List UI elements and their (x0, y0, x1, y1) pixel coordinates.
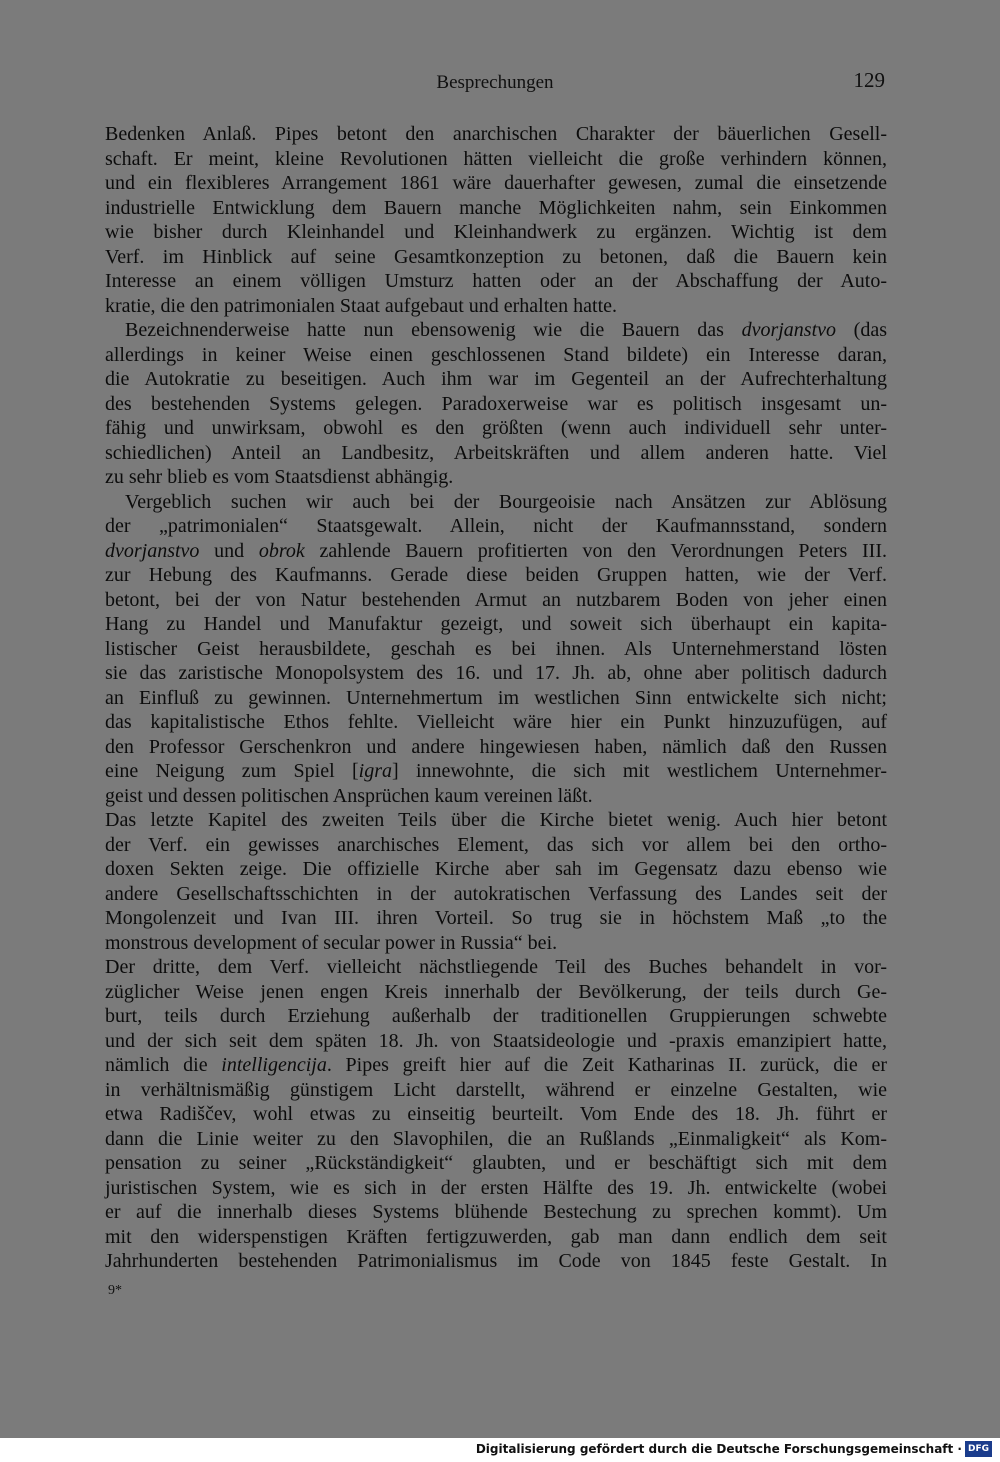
text-line: in verhältnismäßig günstigem Licht darstellt, während er einzelne Gestalten, wie (105, 1078, 887, 1101)
text-line: wie bisher durch Kleinhandel und Kleinhandwerk zu ergänzen. Wichtig ist dem (105, 221, 887, 243)
text-line: fähig und unwirksam, obwohl es den größten (wenn auch individuell sehr unter- (105, 417, 887, 439)
text-line: Hang zu Handel und Manufaktur gezeigt, und soweit sich überhaupt ein kapita- (105, 613, 887, 635)
text-line: dvorjanstvo und obrok zahlende Bauern profitierten von den Verordnungen Peters III. (105, 539, 887, 562)
text-line: Mongolenzeit und Ivan III. ihren Vorteil. So trug sie in höchstem Maß „to the (105, 907, 887, 929)
text-line: mit den widerspenstigen Kräften fertigzuwerden, gab man dann endlich dem seit (105, 1225, 887, 1248)
italic-term: igra (358, 760, 392, 782)
text-line: den Professor Gerschenkron und andere hingewiesen haben, nämlich daß den Russen (105, 735, 887, 758)
footer-bar (0, 1438, 1000, 1462)
text-line: eine Neigung zum Spiel [igra] innewohnte, die sich mit westlichem Unternehmer- (105, 760, 887, 782)
italic-term: dvorjanstvo (741, 319, 837, 341)
text-line: schaft. Er meint, kleine Revolutionen hätten vielleicht die große verhindern können, (105, 147, 887, 170)
text-line: betont, bei der von Natur bestehenden Armut an nutzbarem Boden von jeher einen (105, 588, 887, 611)
running-header (105, 66, 885, 96)
text-line: pensation zu seiner „Rückständigkeit“ glaubten, und er beschäftigt sich mit dem (105, 1152, 887, 1174)
text-line: geist und dessen politischen Ansprüchen kaum vereinen läßt. (105, 784, 593, 807)
text-line: Jahrhunderten bestehenden Patrimonialismus im Code von 1845 feste Gestalt. In (105, 1250, 887, 1272)
text-line: Das letzte Kapitel des zweiten Teils über die Kirche bietet wenig. Auch hier betont (105, 809, 887, 831)
text-line: schiedlichen) Anteil an Landbesitz, Arbeitskräften und allem anderen hatte. Viel (105, 441, 887, 464)
text-line: Vergeblich suchen wir auch bei der Bourgeoisie nach Ansätzen zur Ablösung (125, 490, 887, 513)
text-line: burt, teils durch Erziehung außerhalb der traditionellen Gruppierungen schwebte (105, 1005, 887, 1027)
text-line: das kapitalistische Ethos fehlte. Vielleicht wäre hier ein Punkt hinzuzufügen, auf (105, 711, 887, 733)
text-line: kratie, die den patrimonialen Staat aufgebaut und erhalten hatte. (105, 294, 618, 317)
paragraph-1 (105, 122, 887, 318)
text-line: monstrous development of secular power in Russia“ bei. (105, 931, 558, 954)
text-line: der „patrimonialen“ Staatsgewalt. Allein, nicht der Kaufmannsstand, sondern (105, 515, 887, 537)
page-number: 129 (853, 68, 885, 92)
text-line: die Autokratie zu beseitigen. Auch ihm war im Gegenteil an der Aufrechterhaltung (105, 368, 887, 390)
text-line: zur Hebung des Kaufmanns. Gerade diese beiden Gruppen hatten, wie der Verf. (105, 564, 887, 586)
text-line: der Verf. ein gewisses anarchisches Element, das sich vor allem bei den ortho- (105, 833, 887, 856)
text-line: zu sehr blieb es vom Staatsdienst abhängig. (105, 466, 454, 488)
text-line: Bezeichnenderweise hatte nun ebensowenig wie die Bauern das dvorjanstvo (das (125, 319, 887, 341)
text-line: des bestehenden Systems gelegen. Paradoxerweise war es politisch insgesamt un- (105, 392, 887, 415)
paragraph-4 (105, 808, 887, 955)
text-line: Interesse an einem völligen Umsturz hatten oder an der Abschaffung der Auto- (105, 270, 887, 292)
text-line: und der sich seit dem späten 18. Jh. von Staatsideologie und -praxis emanzipiert hatte, (105, 1029, 887, 1052)
signature-mark: 9* (108, 1283, 122, 1298)
italic-term: intelligencija (221, 1054, 327, 1076)
text-line: listischer Geist herausbildete, geschah es bei ihnen. Als Unternehmerstand lösten (105, 637, 887, 660)
text-line: andere Gesellschaftsschichten in der autokratischen Verfassung des Landes seit der (105, 882, 887, 905)
text-line: juristischen System, wie es sich in der ersten Hälfte des 19. Jh. entwickelte (wobei (105, 1176, 887, 1199)
body-text (105, 122, 887, 1274)
paragraph-2 (105, 318, 887, 490)
italic-term: dvorjanstvo (105, 539, 200, 562)
text-line: er auf die innerhalb dieses Systems blühende Bestechung zu sprechen kommt). Um (105, 1201, 887, 1223)
text-line: Bedenken Anlaß. Pipes betont den anarchischen Charakter der bäuerlichen Gesell- (105, 123, 887, 145)
text-line: industrielle Entwicklung dem Bauern manche Möglichkeiten nahm, sein Einkommen (105, 196, 887, 219)
text-line: züglicher Weise jenen engen Kreis innerhalb der Bevölkerung, der teils durch Ge- (105, 980, 887, 1003)
text-line: und ein flexibleres Arrangement 1861 wäre dauerhafter gewesen, zumal die einsetzende (105, 172, 887, 194)
paragraph-5 (105, 955, 887, 1274)
text-line: allerdings in keiner Weise einen geschlossenen Stand bildete) ein Interesse daran, (105, 343, 887, 366)
digitization-note: Digitalisierung gefördert durch die Deutsche Forschungsgemeinschaft · (475, 1442, 962, 1456)
text-line: doxen Sekten zeige. Die offizielle Kirche aber sah im Gegensatz dazu ebenso wie (105, 858, 887, 880)
italic-term: obrok (258, 539, 305, 562)
text-line: etwa Radiščev, wohl etwas zu einseitig beurteilt. Vom Ende des 18. Jh. führt er (105, 1103, 887, 1125)
text-line: dann die Linie weiter zu den Slavophilen, die an Rußlands „Einmaligkeit“ als Kom- (105, 1127, 887, 1150)
text-line: Der dritte, dem Verf. vielleicht nächstliegende Teil des Buches behandelt in vor- (105, 956, 887, 978)
dfg-logo-icon: DFG (965, 1441, 992, 1457)
text-line: Verf. im Hinblick auf seine Gesamtkonzeption zu betonen, daß die Bauern kein (105, 245, 887, 268)
paragraph-3 (105, 490, 887, 809)
running-title: Besprechungen (436, 72, 554, 93)
text-line: an Einfluß zu gewinnen. Unternehmertum im westlichen Sinn entwickelte sich nicht; (105, 686, 887, 709)
text-line: sie das zaristische Monopolsystem des 16. und 17. Jh. ab, ohne aber politisch dadurch (105, 662, 887, 684)
text-line: nämlich die intelligencija. Pipes greift hier auf die Zeit Katharinas II. zurück, die er (105, 1054, 887, 1076)
